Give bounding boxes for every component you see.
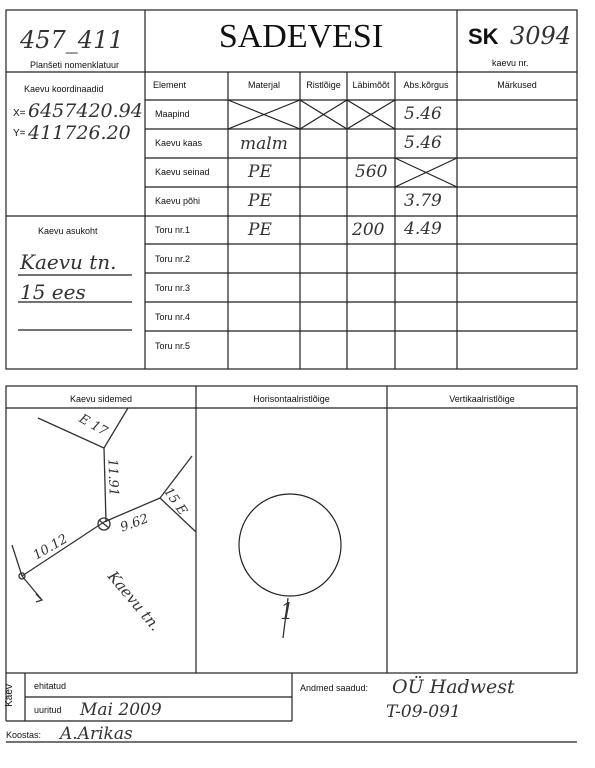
row-element: Toru nr.4 — [155, 312, 191, 322]
col-header-materjal: Materjal — [247, 80, 280, 90]
row-element: Toru nr.3 — [155, 283, 191, 293]
nomenclature-value: 457_411 — [20, 26, 124, 54]
location-line1: Kaevu tn. — [20, 250, 117, 274]
sketch-dist-e17: E 17 — [76, 411, 110, 440]
location-line2: 15 ees — [20, 280, 86, 304]
coordinates-label: Kaevu koordinaadid — [24, 84, 104, 94]
andmed-label: Andmed saadud: — [300, 683, 369, 693]
cell-abs: 5.46 — [404, 104, 442, 124]
cell-materjal: malm — [240, 134, 288, 154]
sidemed-label: Kaevu sidemed — [69, 394, 133, 404]
row-element: Maapind — [155, 109, 190, 119]
horisontaal-label: Horisontaalristlõige — [253, 394, 330, 404]
y-value: 411726.20 — [28, 122, 131, 144]
andmed-line2: T-09-091 — [386, 702, 461, 722]
cell-labimoot: 200 — [352, 220, 385, 240]
x-value: 6457420.94 — [28, 100, 143, 122]
row-element: Toru nr.2 — [155, 254, 191, 264]
kaev-label: Kaev — [3, 684, 15, 707]
row-element: Kaevu kaas — [155, 138, 203, 148]
sketch-dist-15e: 15 E — [160, 484, 190, 519]
cell-materjal: PE — [248, 162, 272, 182]
row-element: Toru nr.5 — [155, 341, 191, 351]
ehitatud-label: ehitatud — [34, 681, 67, 691]
sk-prefix: SK — [468, 24, 499, 49]
row-element: Kaevu seinad — [155, 167, 210, 177]
cell-abs: 5.46 — [404, 133, 442, 153]
sketch-dist-962: 9.62 — [118, 511, 151, 536]
nomenclature-label: Planšeti nomenklatuur — [30, 60, 120, 70]
col-header-markused: Märkused — [497, 80, 537, 90]
section-mark: 1 — [280, 600, 294, 625]
page-title: SADEVESI — [218, 18, 384, 55]
x-prefix: X= — [13, 108, 26, 119]
sketch-street-label: Kaevu tn. — [104, 567, 165, 635]
koostas-value: A.Arikas — [60, 724, 133, 744]
col-header-labimoot: Läbimõõt — [352, 80, 390, 90]
col-header-abs: Abs.kõrgus — [403, 80, 449, 90]
uuritud-label: uuritud — [34, 705, 62, 715]
cell-materjal: PE — [248, 220, 272, 240]
vertikaal-label: Vertikaalristlõige — [449, 394, 515, 404]
andmed-line1: OÜ Hadwest — [392, 676, 515, 698]
cell-materjal: PE — [248, 191, 272, 211]
sk-number: 3094 — [510, 22, 572, 50]
y-prefix: Y= — [13, 128, 26, 139]
location-label: Kaevu asukoht — [38, 226, 98, 236]
sketch-dist-1191: 11.91 — [104, 458, 121, 497]
koostas-label: Koostas: — [6, 730, 42, 740]
row-element: Kaevu põhi — [155, 196, 201, 206]
sk-label: kaevu nr. — [492, 58, 529, 68]
col-header-element: Element — [153, 80, 187, 90]
col-header-ristloige: Ristlõige — [306, 80, 341, 90]
uuritud-value: Mai 2009 — [80, 700, 162, 720]
cell-abs: 4.49 — [404, 219, 442, 239]
sketch-dist-1012: 10.12 — [30, 531, 71, 564]
cell-abs: 3.79 — [404, 191, 442, 211]
cell-labimoot: 560 — [355, 162, 388, 182]
row-element: Toru nr.1 — [155, 225, 191, 235]
